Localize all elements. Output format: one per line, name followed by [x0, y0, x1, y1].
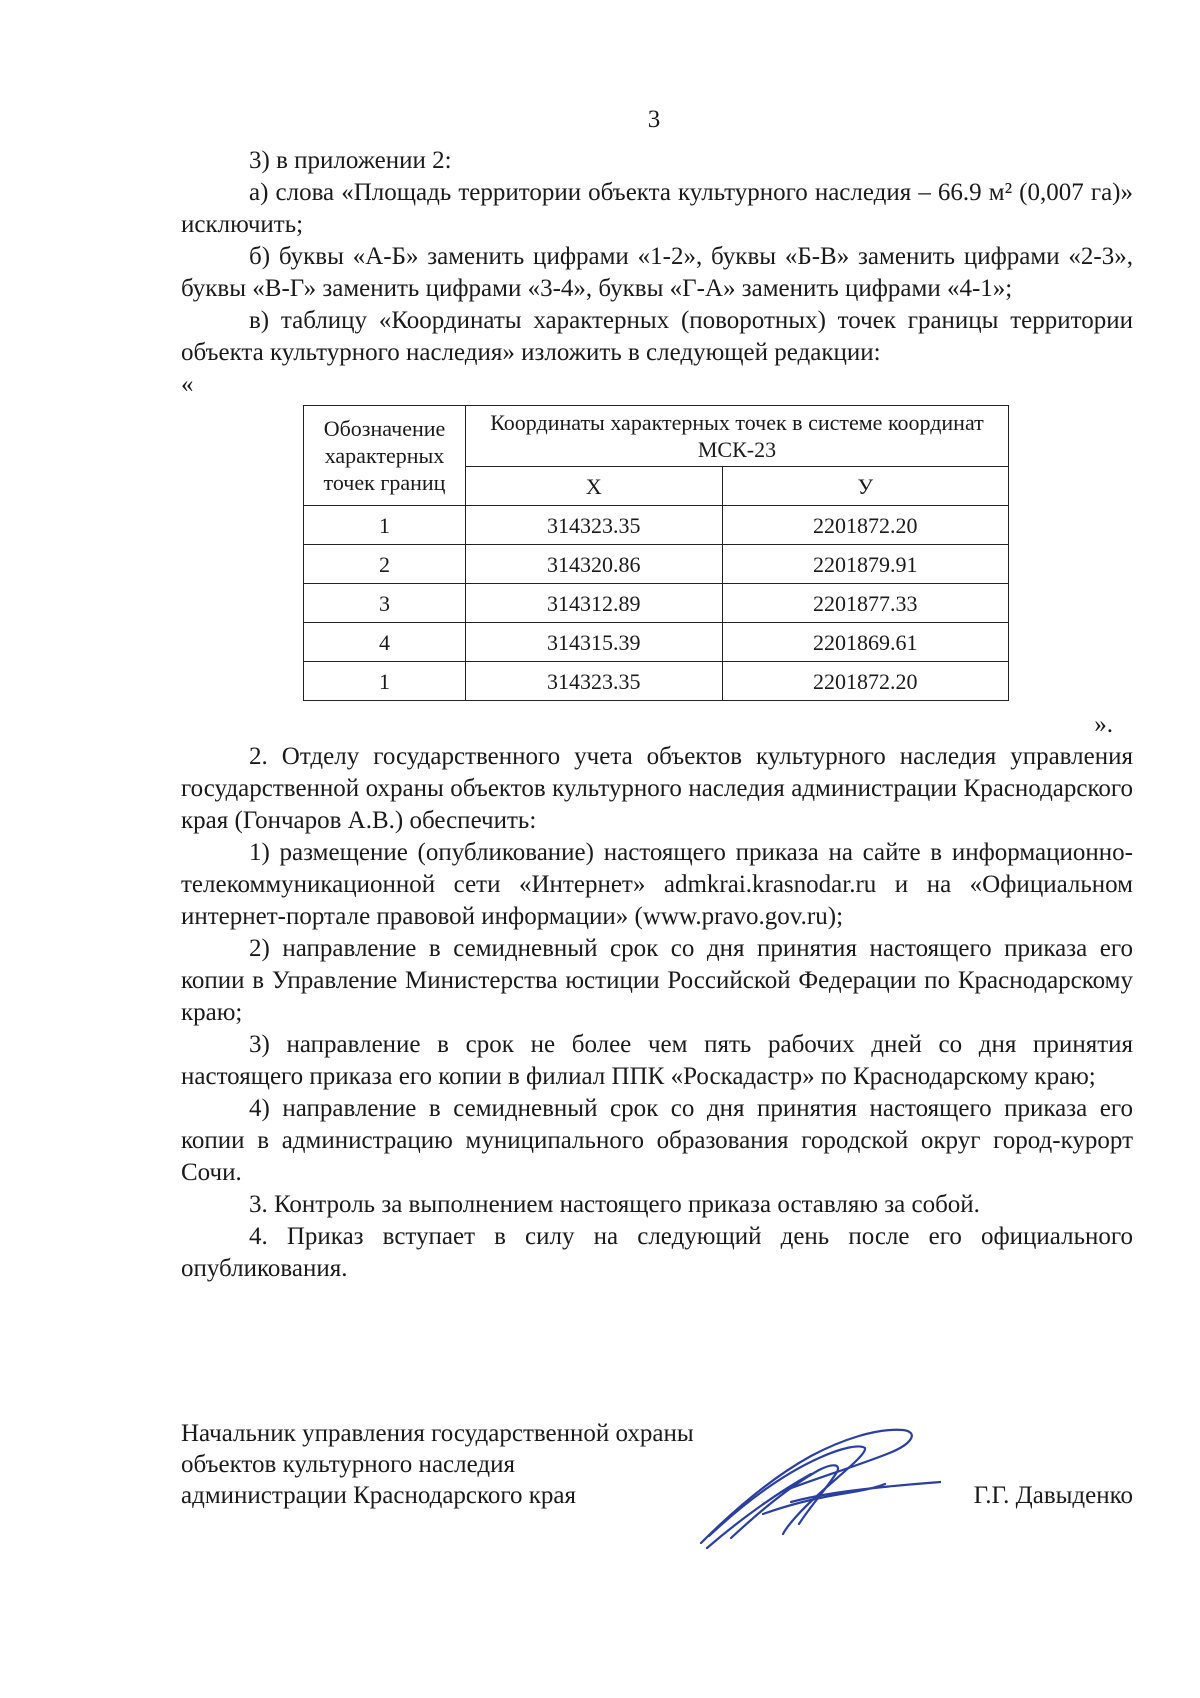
signatory-name: Г.Г. Давыденко	[973, 1482, 1133, 1509]
cell-y: 2201872.20	[722, 506, 1008, 545]
cell-y: 2201877.33	[722, 584, 1008, 623]
paragraph: 2. Отделу государственного учета объектов культурного наследия управления государственной охраны объектов культурного наследия администрации Краснодарского края (Гончаров А.В.) обеспечить:	[181, 743, 1133, 834]
page-number: 3	[647, 106, 661, 133]
cell-x: 314312.89	[466, 584, 723, 623]
header-point-label: Обозначение характерных точек границ	[304, 406, 466, 506]
cell-point: 2	[304, 545, 466, 584]
signatory-position-line: Начальник управления государственной охраны	[181, 1420, 694, 1447]
cell-point: 1	[304, 662, 466, 701]
header-coordinates-group: Координаты характерных точек в системе координат МСК-23	[466, 406, 1009, 467]
table-row	[304, 506, 1009, 545]
table-row	[304, 623, 1009, 662]
paragraph: 3) направление в срок не более чем пять рабочих дней со дня принятия настоящего приказа его копии в филиал ППК «Роскадастр» по Краснодарскому краю;	[181, 1031, 1133, 1090]
handwritten-signature	[691, 1418, 941, 1558]
cell-point: 3	[304, 584, 466, 623]
coordinates-table-wrap	[181, 401, 1133, 709]
table-header-row	[304, 406, 1009, 467]
paragraph: 4) направление в семидневный срок со дня принятия настоящего приказа его копии в администрацию муниципального образования городской округ город-курорт Сочи.	[181, 1095, 1133, 1186]
cell-point: 1	[304, 506, 466, 545]
cell-point: 4	[304, 623, 466, 662]
cell-y: 2201869.61	[722, 623, 1008, 662]
paragraph: б) буквы «А-Б» заменить цифрами «1-2», буквы «Б-В» заменить цифрами «2-3», буквы «В-Г» заменить цифрами «3-4», буквы «Г-А» заменить цифрами «4-1»;	[181, 243, 1133, 302]
table-row	[304, 584, 1009, 623]
paragraph: а) слова «Площадь территории объекта культурного наследия – 66.9 м² (0,007 га)» исключить;	[181, 179, 1133, 238]
signature-block	[181, 1418, 1133, 1568]
header-x: Х	[466, 467, 723, 506]
signatory-position-line: объектов культурного наследия	[181, 1451, 515, 1478]
paragraph: в) таблицу «Координаты характерных (поворотных) точек границы территории объекта культурного наследия» изложить в следующей редакции:	[181, 307, 1133, 366]
table-row	[304, 545, 1009, 584]
signatory-position-line: администрации Краснодарского края	[181, 1482, 577, 1509]
paragraph: 4. Приказ вступает в силу на следующий день после его официального опубликования.	[181, 1223, 1133, 1282]
paragraph: 2) направление в семидневный срок со дня принятия настоящего приказа его копии в Управление Министерства юстиции Российской Федерации по Краснодарскому краю;	[181, 935, 1133, 1026]
document-body	[181, 145, 1133, 1285]
open-quote: «	[181, 371, 194, 398]
cell-x: 314323.35	[466, 506, 723, 545]
cell-x: 314320.86	[466, 545, 723, 584]
paragraph: 3. Контроль за выполнением настоящего приказа оставляю за собой.	[249, 1191, 980, 1218]
coordinates-table	[303, 405, 1009, 701]
close-quote: ».	[1094, 711, 1113, 738]
cell-x: 314323.35	[466, 662, 723, 701]
cell-x: 314315.39	[466, 623, 723, 662]
table-row	[304, 662, 1009, 701]
header-y: У	[722, 467, 1008, 506]
cell-y: 2201872.20	[722, 662, 1008, 701]
paragraph: 3) в приложении 2:	[249, 147, 452, 174]
cell-y: 2201879.91	[722, 545, 1008, 584]
paragraph: 1) размещение (опубликование) настоящего приказа на сайте в информационно-телекоммуникационной сети «Интернет» admkrai.krasnodar.ru и на «Официальном интернет-портале правовой информации» (www.pravo.gov.ru);	[181, 839, 1133, 930]
